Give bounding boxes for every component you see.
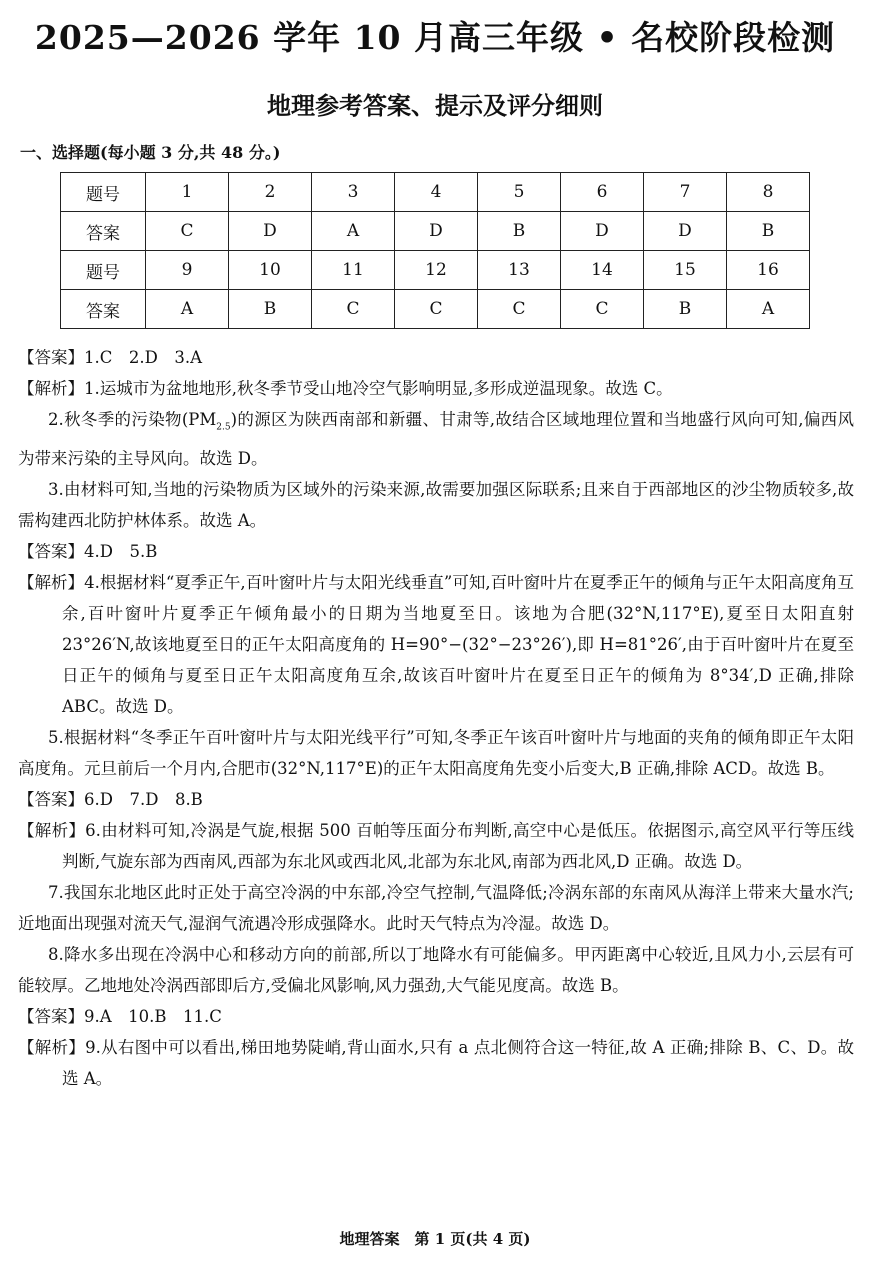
table-row <box>61 251 810 290</box>
page-footer: 地理答案 第 1 页(共 4 页) <box>339 1230 531 1248</box>
section-heading: 一、选择题(每小题 3 分,共 48 分。) <box>20 143 281 162</box>
table-cell: B <box>727 212 810 251</box>
analysis-paragraph: 2.秋冬季的污染物$(PM_{2.5})$的源区为陕西南部和新疆、甘肃等,故结合区域地理位置和当地盛行风向可知,偏西风为带来污染的主导风向。故选 D。 <box>18 410 854 469</box>
table-cell: D <box>644 212 727 251</box>
table-cell: 14 <box>561 251 644 290</box>
answer-table <box>60 172 810 329</box>
table-cell: A <box>146 290 229 329</box>
table-cell: 5 <box>478 173 561 212</box>
answer-line: 【答案】4.D 5.B <box>18 542 158 562</box>
row-header-cell: 答案 <box>61 290 146 329</box>
table-row <box>61 173 810 212</box>
table-cell: 3 <box>312 173 395 212</box>
table-cell: C <box>478 290 561 329</box>
analysis-paragraph: 【解析】1.运城市为盆地地形,秋冬季节受山地冷空气影响明显,多形成逆温现象。故选 C。 <box>18 379 673 398</box>
table-cell: 16 <box>727 251 810 290</box>
table-cell: 8 <box>727 173 810 212</box>
table-cell: 7 <box>644 173 727 212</box>
table-cell: A <box>312 212 395 251</box>
analysis-paragraph: 【解析】4.根据材料“夏季正午,百叶窗叶片与太阳光线垂直”可知,百叶窗叶片在夏季正午的倾角与正午太阳高度角互余,百叶窗叶片夏季正午倾角最小的日期为当地夏至日。该地为合肥(32°N,117°E),夏至日太阳直射 23°26′N,故该地夏至日的正午太阳高度角的 H=90°−(32°−23°26′),即 H=81°26′,由于百叶窗叶片在夏至日正午的倾角与夏至日正午太阳高度角互余,故该百叶窗叶片在夏至日正午的倾角为 8°34′,D 正确,排除 ABC。故选 D。 <box>18 573 854 717</box>
table-cell: 13 <box>478 251 561 290</box>
table-cell: 11 <box>312 251 395 290</box>
table-cell: A <box>727 290 810 329</box>
table-row <box>61 290 810 329</box>
answer-line: 【答案】1.C 2.D 3.A <box>18 348 202 367</box>
answer-line: 【答案】9.A 10.B 11.C <box>18 1007 222 1027</box>
analysis-paragraph: 3.由材料可知,当地的污染物质为区域外的污染来源,故需要加强区际联系;且来自于西部地区的沙尘物质较多,故需构建西北防护林体系。故选 A。 <box>18 480 854 531</box>
analysis-paragraph: 7.我国东北地区此时正处于高空冷涡的中东部,冷空气控制,气温降低;冷涡东部的东南风从海洋上带来大量水汽;近地面出现强对流天气,湿润气流遇冷形成强降水。此时天气特点为冷湿。故选 D。 <box>18 883 854 934</box>
explanation-body <box>18 342 854 1094</box>
analysis-paragraph: 【解析】9.从右图中可以看出,梯田地势陡峭,背山面水,只有 a 点北侧符合这一特征,故 A 正确;排除 B、C、D。故选 A。 <box>18 1038 854 1089</box>
table-row <box>61 212 810 251</box>
table-cell: D <box>229 212 312 251</box>
table-cell: 10 <box>229 251 312 290</box>
table-cell: C <box>312 290 395 329</box>
table-cell: 6 <box>561 173 644 212</box>
table-cell: 2 <box>229 173 312 212</box>
table-cell: D <box>395 212 478 251</box>
table-cell: B <box>644 290 727 329</box>
row-header-cell: 题号 <box>61 173 146 212</box>
analysis-paragraph: 8.降水多出现在冷涡中心和移动方向的前部,所以丁地降水有可能偏多。甲丙距离中心较近,且风力小,云层有可能较厚。乙地地处冷涡西部即后方,受偏北风影响,风力强劲,大气能见度高。故选 B。 <box>18 945 854 996</box>
analysis-paragraph: 5.根据材料“冬季正午百叶窗叶片与太阳光线平行”可知,冬季正午该百叶窗叶片与地面的夹角的倾角即正午太阳高度角。元旦前后一个月内,合肥市(32°N,117°E)的正午太阳高度角先变小后变大,B 正确,排除 ACD。故选 B。 <box>18 728 854 779</box>
answer-line: 【答案】6.D 7.D 8.B <box>18 790 203 810</box>
table-cell: 4 <box>395 173 478 212</box>
table-cell: 1 <box>146 173 229 212</box>
document-subtitle: 地理参考答案、提示及评分细则 <box>267 91 603 120</box>
table-cell: 15 <box>644 251 727 290</box>
table-cell: D <box>561 212 644 251</box>
page-title: 2025—2026 学年 10 月高三年级 • 名校阶段检测 <box>34 18 836 57</box>
table-cell: 12 <box>395 251 478 290</box>
analysis-paragraph: 【解析】6.由材料可知,冷涡是气旋,根据 500 百帕等压面分布判断,高空中心是低压。依据图示,高空风平行等压线判断,气旋东部为西南风,西部为东北风或西北风,北部为东北风,南部为西北风,D 正确。故选 D。 <box>18 821 854 872</box>
row-header-cell: 答案 <box>61 212 146 251</box>
table-cell: B <box>229 290 312 329</box>
table-cell: C <box>395 290 478 329</box>
row-header-cell: 题号 <box>61 251 146 290</box>
table-cell: 9 <box>146 251 229 290</box>
table-cell: B <box>478 212 561 251</box>
table-cell: C <box>146 212 229 251</box>
table-cell: C <box>561 290 644 329</box>
